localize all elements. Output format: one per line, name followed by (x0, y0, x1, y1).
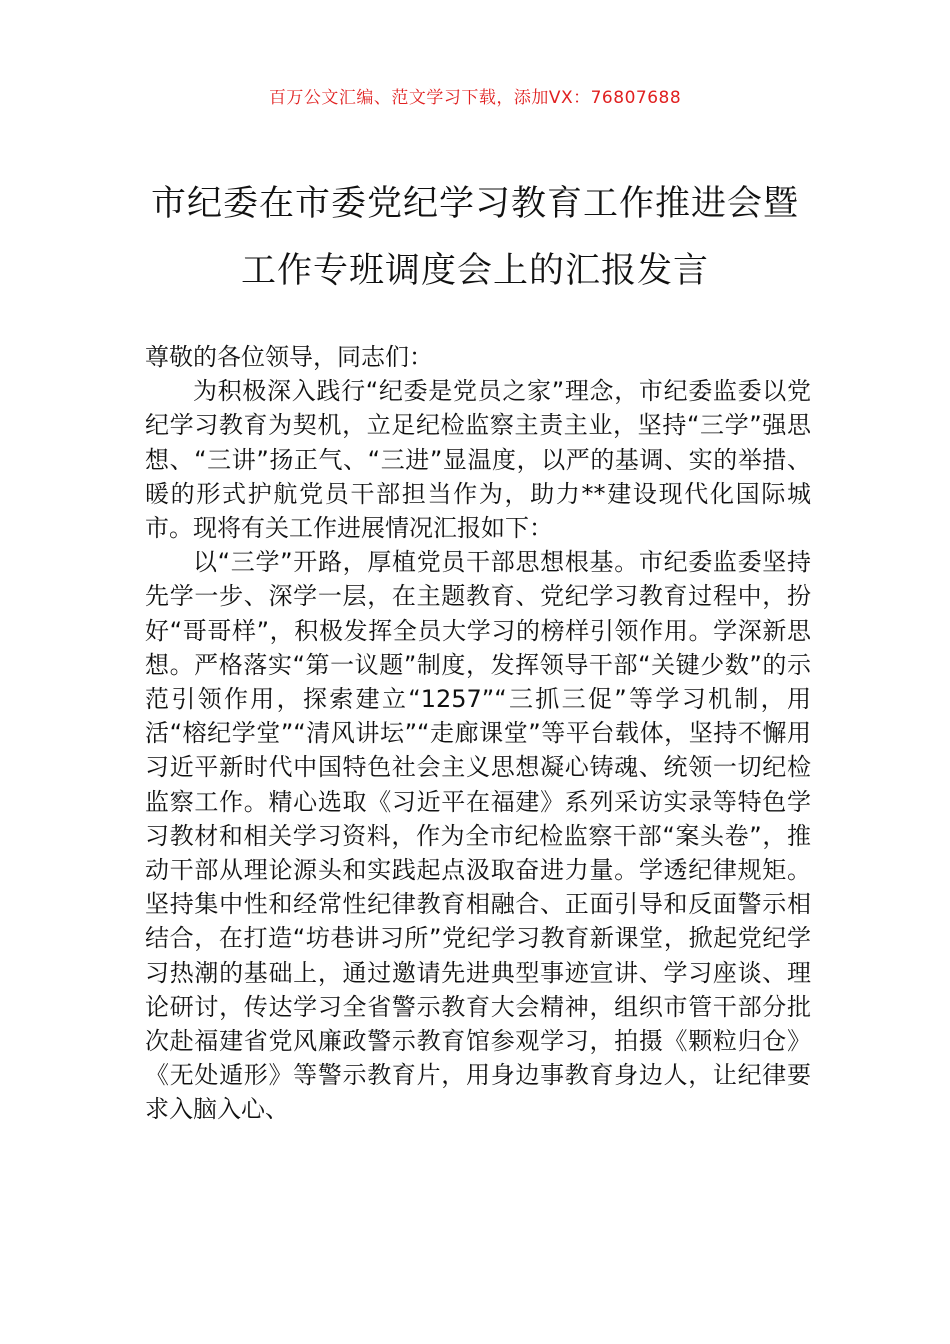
salutation: 尊敬的各位领导，同志们： (145, 343, 433, 371)
paragraph-2: 以“三学”开路，厚植党员干部思想根基。市纪委监委坚持先学一步、深学一层，在主题教育、党纪学习教育过程中，扮好“哥哥样”，积极发挥全员大学习的榜样引领作用。学深新思想。严格落实“第一议题”制度，发挥领导干部“关键少数”的示范引领作用，探索建立“1257”“三抓三促”等学习机制，用活“榕纪学堂”“清风讲坛”“走廊课堂”等平台载体，坚持不懈用习近平新时代中国特色社会主义思想凝心铸魂、统领一切纪检监察工作。精心选取《习近平在福建》系列采访实录等特色学习教材和相关学习资料，作为全市纪检监察干部“案头卷”，推动干部从理论源头和实践起点汲取奋进力量。学透纪律规矩。坚持集中性和经常性纪律教育相融合、正面引导和反面警示相结合，在打造“坊巷讲习所”党纪学习教育新课堂，掀起党纪学习热潮的基础上，通过邀请先进典型事迹宣讲、学习座谈、理论研讨，传达学习全省警示教育大会精神，组织市管干部分批次赴福建省党风廉政警示教育馆参观学习，拍摄《颗粒归仓》《无处遁形》等警示教育片，用身边事教育身边人，让纪律要求入脑入心、 (145, 548, 811, 1124)
document-title-line-1: 市纪委在市委党纪学习教育工作推进会暨 (150, 184, 799, 224)
document-body (145, 340, 811, 1127)
document-title-line-2: 工作专班调度会上的汇报发言 (240, 251, 709, 291)
paragraph-1: 为积极深入践行“纪委是党员之家”理念，市纪委监委以党纪学习教育为契机，立足纪检监察主责主业，坚持“三学”强思想、“三讲”扬正气、“三进”显温度，以严的基调、实的举措、暖的形式护航党员干部担当作为，助力**建设现代化国际城市。现将有关工作进展情况汇报如下： (145, 377, 811, 543)
header-note: 百万公文汇编、范文学习下载，添加VX：76807688 (268, 88, 682, 108)
